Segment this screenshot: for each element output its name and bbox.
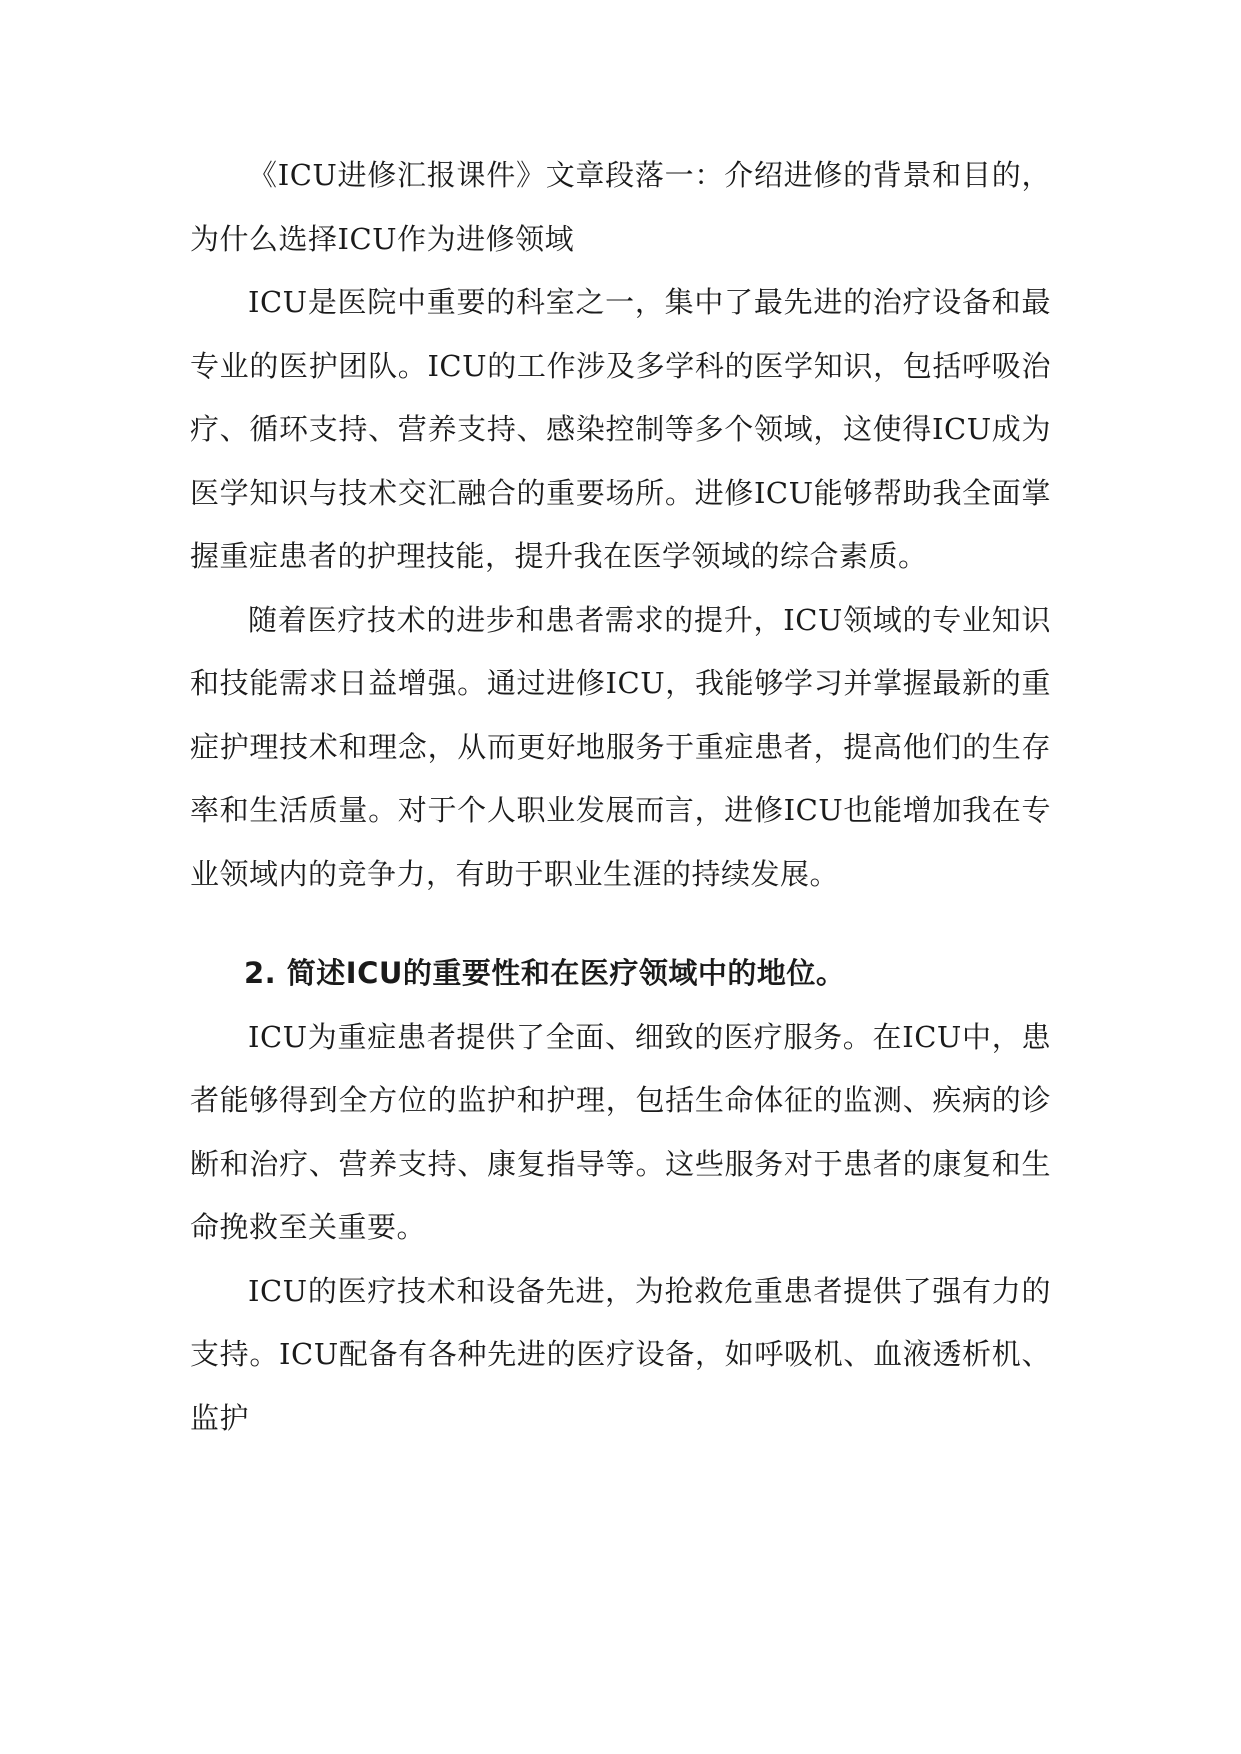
paragraph-intro-title: 《ICU进修汇报课件》文章段落一：介绍进修的背景和目的，为什么选择ICU作为进修领域 — [190, 158, 1051, 256]
paragraph-icu-overview: ICU是医院中重要的科室之一，集中了最先进的治疗设备和最专业的医护团队。ICU的工作涉及多学科的医学知识，包括呼吸治疗、循环支持、营养支持、感染控制等多个领域，这使得ICU成为医学知识与技术交汇融合的重要场所。进修ICU能够帮助我全面掌握重症患者的护理技能，提升我在医学领域的综合素质。 — [190, 285, 1051, 573]
paragraph-icu-motivation: 随着医疗技术的进步和患者需求的提升，ICU领域的专业知识和技能需求日益增强。通过进修ICU，我能够学习并掌握最新的重症护理技术和理念，从而更好地服务于重症患者，提高他们的生存率和生活质量。对于个人职业发展而言，进修ICU也能增加我在专业领域内的竞争力，有助于职业生涯的持续发展。 — [190, 602, 1051, 891]
section-heading: 2. 简述ICU的重要性和在医疗领域中的地位。 — [244, 956, 846, 990]
paragraph-icu-equipment: ICU的医疗技术和设备先进，为抢救危重患者提供了强有力的支持。ICU配备有各种先进的医疗设备，如呼吸机、血液透析机、监护 — [190, 1273, 1051, 1435]
paragraph-icu-services: ICU为重症患者提供了全面、细致的医疗服务。在ICU中，患者能够得到全方位的监护和护理，包括生命体征的监测、疾病的诊断和治疗、营养支持、康复指导等。这些服务对于患者的康复和生命挽救至关重要。 — [190, 1019, 1051, 1244]
